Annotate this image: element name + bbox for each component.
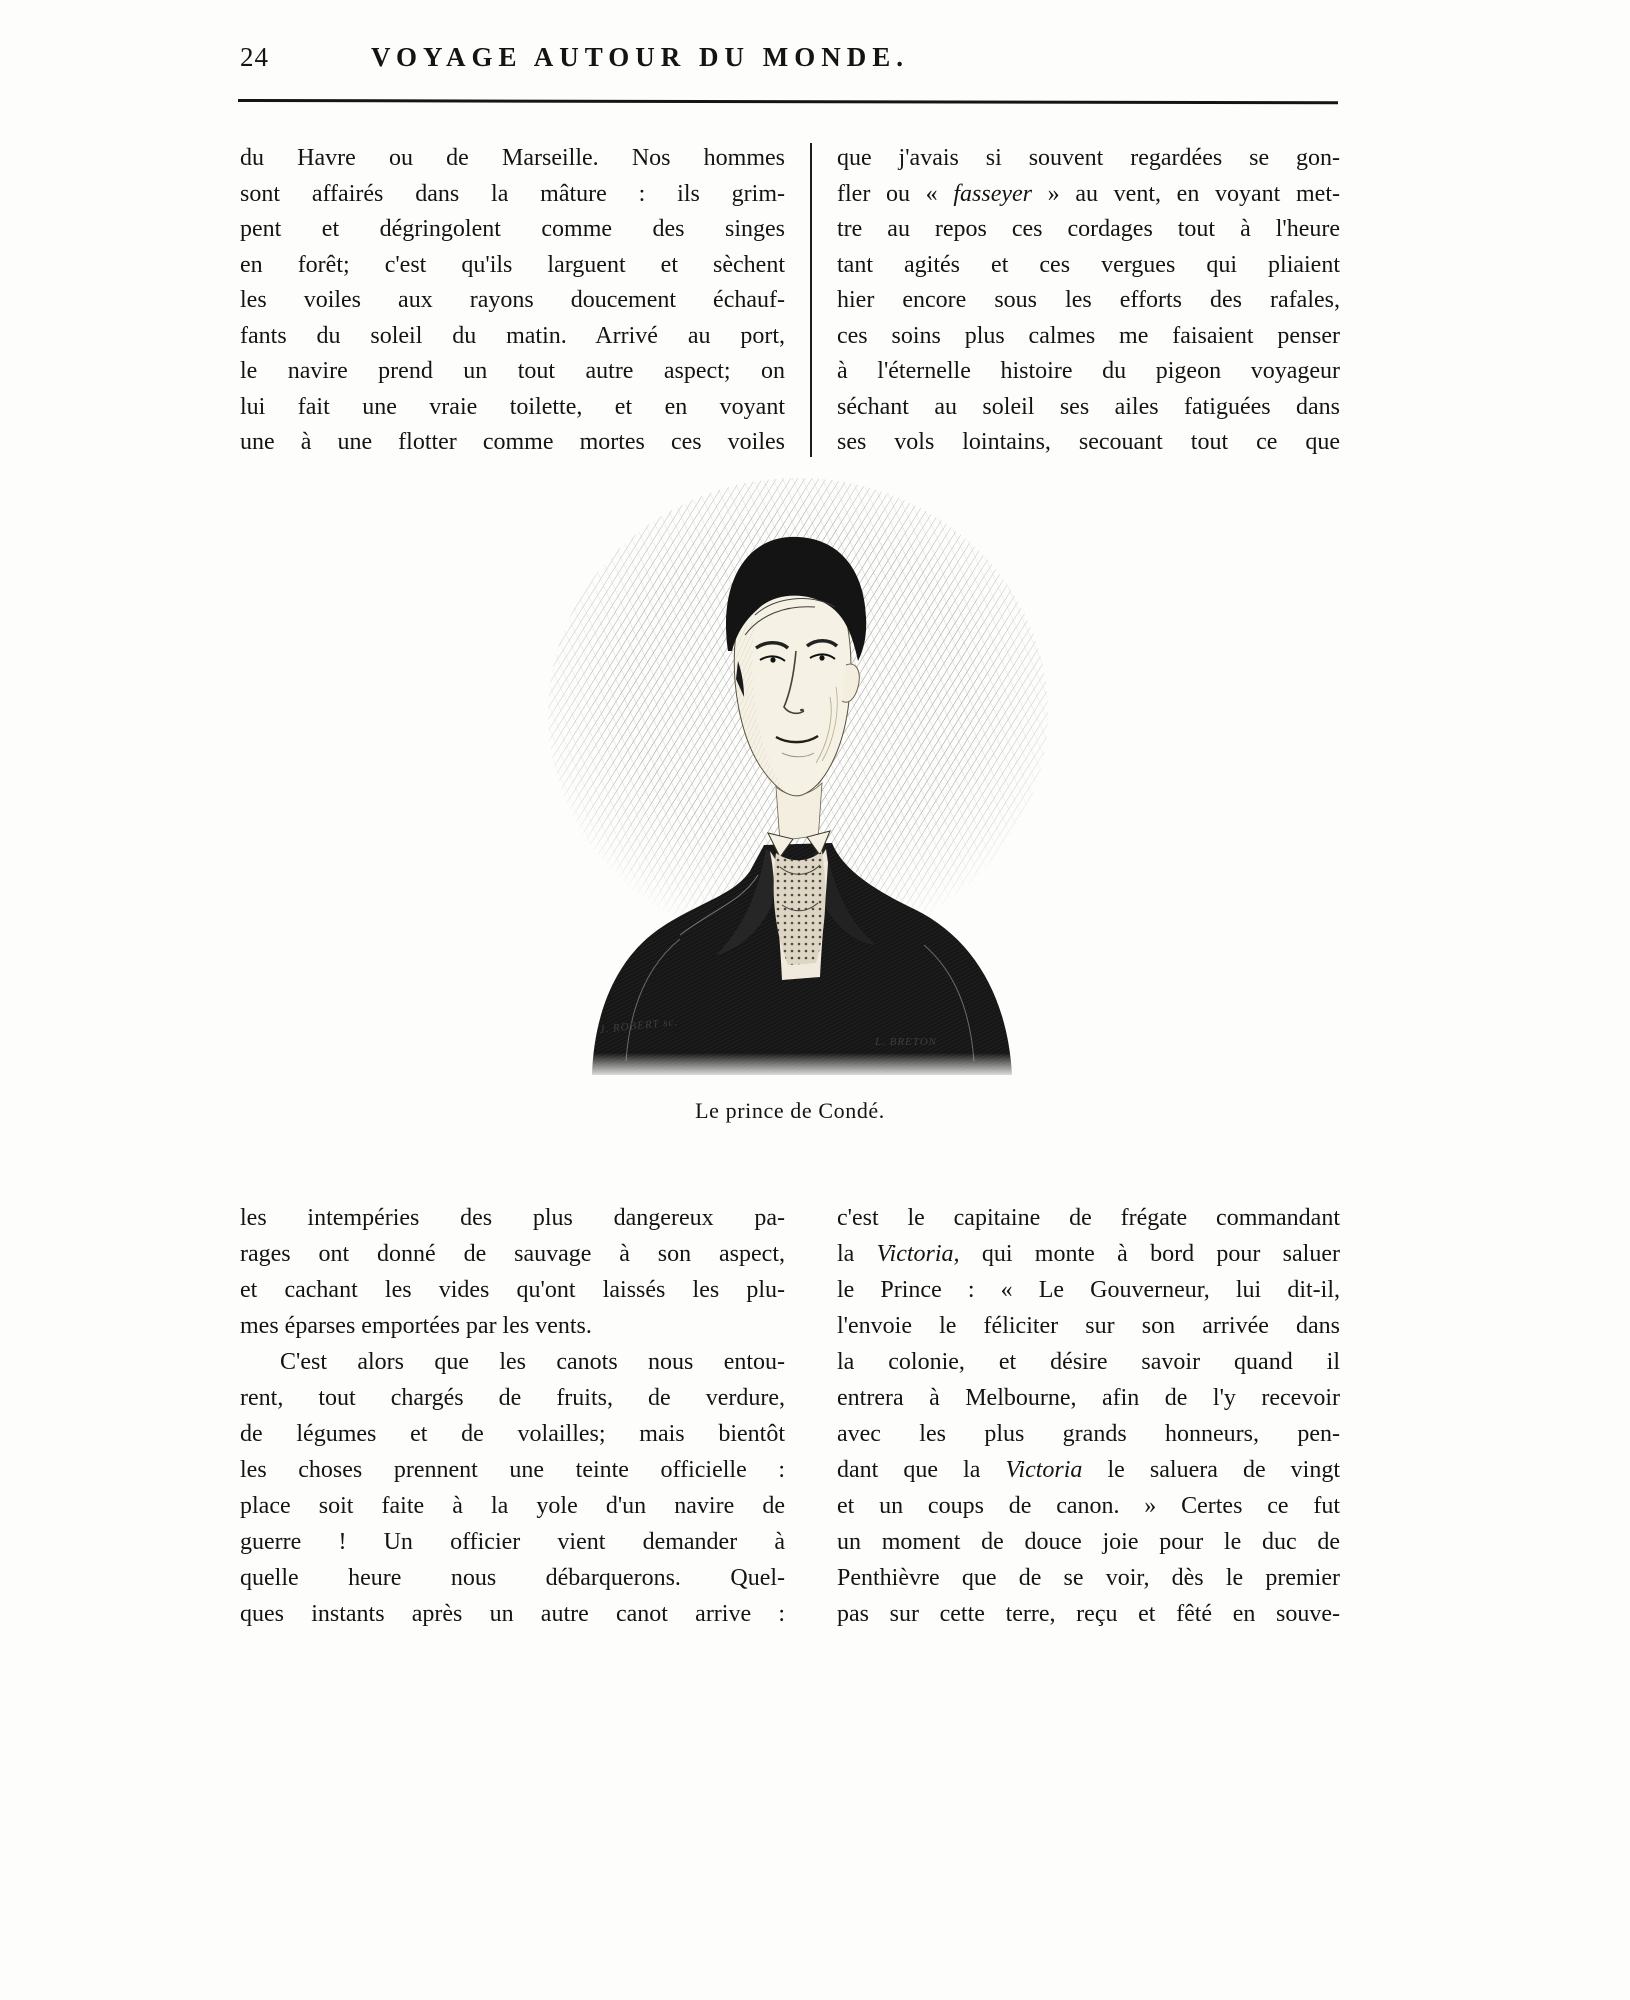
text-line: lui fait une vraie toilette, et en voyant xyxy=(240,393,785,420)
text-line: c'est le capitaine de frégate commandant xyxy=(837,1205,1340,1231)
column-top-left xyxy=(240,141,785,461)
text-line: pent et dégringolent comme des singes xyxy=(240,216,785,242)
text-line: le Prince : « Le Gouverneur, lui dit-il, xyxy=(837,1277,1340,1303)
text-line: dant que la Victoria le saluera de vingt xyxy=(837,1457,1341,1483)
text-line: une à une flotter comme mortes ces voiles xyxy=(240,429,785,455)
text-line: en forêt; c'est qu'ils larguent et sèchent xyxy=(240,251,785,278)
text-line: rent, tout chargés de fruits, de verdure, xyxy=(240,1385,785,1411)
text-line: sont affairés dans la mâture : ils grim- xyxy=(240,180,785,207)
page-number: 24 xyxy=(240,42,269,72)
column-divider xyxy=(810,143,812,457)
text-line: le navire prend un tout autre aspect; on xyxy=(240,358,785,384)
text-line: hier encore sous les efforts des rafales, xyxy=(837,287,1340,313)
top-text-block xyxy=(240,141,1340,461)
engraver-signature-right: L. BRETON xyxy=(875,1036,937,1048)
text-line: de légumes et de volailles; mais bientôt xyxy=(240,1421,785,1447)
engraver-signature-left: J. ROBERT sc. xyxy=(599,1015,679,1036)
text-line: que j'avais si souvent regardées se gon- xyxy=(837,145,1340,171)
text-line: les choses prennent une teinte officielle : xyxy=(240,1457,785,1483)
text-line: rages ont donné de sauvage à son aspect, xyxy=(240,1241,785,1267)
text-line: ces soins plus calmes me faisaient penser xyxy=(837,322,1340,349)
text-line: la colonie, et désire savoir quand il xyxy=(837,1349,1340,1375)
running-title: VOYAGE AUTOUR DU MONDE. xyxy=(370,42,909,72)
text-line: Penthièvre que de se voir, dès le premier xyxy=(837,1565,1340,1591)
text-line: et cachant les vides qu'ont laissés les plu- xyxy=(240,1277,785,1303)
text-line: à l'éternelle histoire du pigeon voyageur xyxy=(837,358,1340,384)
column-bottom-right xyxy=(837,1200,1340,1632)
text-line: C'est alors que les canots nous entou- xyxy=(280,1349,785,1375)
text-line: entrera à Melbourne, afin de l'y recevoir xyxy=(837,1385,1340,1411)
text-line: la Victoria, qui monte à bord pour saluer xyxy=(837,1241,1340,1267)
column-divider-hidden xyxy=(810,1202,812,1628)
portrait-figure xyxy=(530,465,1070,1075)
text-line: l'envoie le féliciter sur son arrivée dans xyxy=(837,1313,1340,1339)
text-line: les voiles aux rayons doucement échauf- xyxy=(240,287,785,313)
text-line: guerre ! Un officier vient demander à xyxy=(240,1529,785,1555)
column-top-right xyxy=(837,141,1340,461)
text-line: du Havre ou de Marseille. Nos hommes xyxy=(240,145,785,171)
text-line: mes éparses emportées par les vents. xyxy=(240,1313,592,1339)
header-rule xyxy=(238,99,1338,104)
text-line: fler ou « fasseyer » au vent, en voyant met- xyxy=(837,180,1340,207)
text-line: ses vols lointains, secouant tout ce que xyxy=(837,429,1340,455)
text-line: et un coups de canon. » Certes ce fut xyxy=(837,1493,1340,1519)
text-line: tre au repos ces cordages tout à l'heure xyxy=(837,216,1340,242)
bottom-text-block xyxy=(240,1200,1340,1632)
text-line: séchant au soleil ses ailes fatiguées dans xyxy=(837,393,1340,420)
text-line: fants du soleil du matin. Arrivé au port, xyxy=(240,322,785,349)
text-line: avec les plus grands honneurs, pen- xyxy=(837,1421,1340,1447)
text-line: ques instants après un autre canot arrive : xyxy=(240,1601,785,1627)
text-line: quelle heure nous débarquerons. Quel- xyxy=(240,1565,785,1591)
text-line: pas sur cette terre, reçu et fêté en souve- xyxy=(837,1601,1340,1627)
text-line: tant agités et ces vergues qui pliaient xyxy=(837,251,1340,278)
portrait-engraving xyxy=(530,465,1070,1075)
text-line: place soit faite à la yole d'un navire de xyxy=(240,1493,785,1519)
figure-caption: Le prince de Condé. xyxy=(695,1098,885,1123)
text-line: un moment de douce joie pour le duc de xyxy=(837,1529,1340,1555)
column-bottom-left xyxy=(240,1200,785,1632)
text-line: les intempéries des plus dangereux pa- xyxy=(240,1205,785,1231)
